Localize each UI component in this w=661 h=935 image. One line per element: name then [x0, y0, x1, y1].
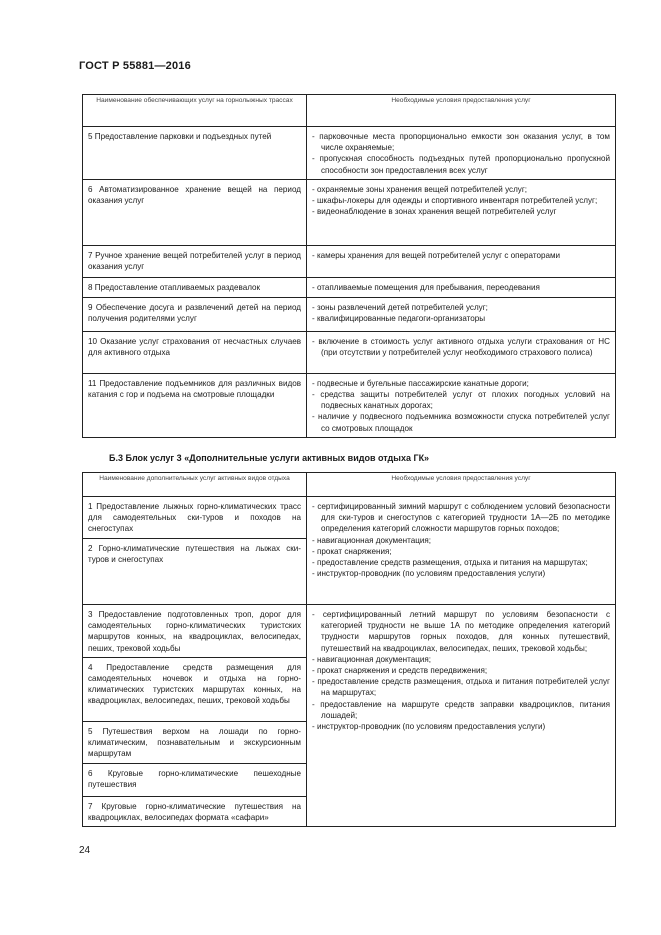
table-row: [83, 605, 616, 658]
condition-item: - предоставление на маршруте средств заправки квадроциклов, питания лошадей;: [312, 699, 610, 720]
service-cell: 3 Предоставление подготовленных троп, дорог для самодеятельных горно-климатических туристских маршрутов конных, на квадроциклах, велосипедах, пеших, трековой ходьбы: [83, 605, 307, 658]
condition-item: - инструктор-проводник (по условиям предоставления услуги): [312, 722, 546, 732]
service-cell: 2 Горно-климатические путешествия на лыжах ски-туров и снегоступах: [83, 539, 307, 605]
condition-item: - сертифицированный зимний маршрут с соблюдением условий безопасности для ски-туров и снегоступов с категорией трудности 1А—2Б по методике определения категорий сложности маршрутов горных походов;: [312, 502, 610, 534]
services-table-additional: [82, 472, 616, 827]
service-cell: 1 Предоставление лыжных горно-климатических трасс для самодеятельных ски-туров и походов на снегоступах: [83, 497, 307, 539]
conditions-cell: [307, 127, 616, 180]
table-row: [83, 331, 616, 373]
table-header-row: [83, 473, 616, 497]
service-cell: 8 Предоставление отапливаемых раздевалок: [83, 277, 307, 297]
column-header-services: Наименование обеспечивающих услуг на горнолыжных трассах: [83, 95, 307, 127]
condition-item: - камеры хранения для вещей потребителей услуг с операторами: [312, 250, 561, 260]
column-header-conditions: Необходимые условия предоставления услуг: [307, 95, 616, 127]
table-row: [83, 127, 616, 180]
conditions-cell: [307, 497, 616, 605]
document-header: ГОСТ Р 55881—2016: [79, 60, 191, 72]
column-header-conditions: Необходимые условия предоставления услуг: [307, 473, 616, 497]
condition-item: - сертифицированный летний маршрут по условиям безопасности с категорией трудности не выше 1А по методике определения категорий трудности маршрутов горных походов, для конных путешествий, путешествий на квадроциклах, велосипедах, пеших, трековой ходьбы;: [312, 610, 610, 653]
conditions-cell: [307, 179, 616, 245]
service-cell: 7 Ручное хранение вещей потребителей услуг в период оказания услуг: [83, 245, 307, 277]
service-cell: 7 Круговые горно-климатические путешествия на квадроциклах, велосипедах формата «сафари»: [83, 796, 307, 826]
condition-item: - подвесные и бугельные пассажирские канатные дороги;: [312, 378, 529, 388]
condition-item: - видеонаблюдение в зонах хранения вещей потребителей услуг: [312, 207, 557, 217]
condition-item: - средства защиты потребителей услуг от плохих погодных условий на подвесных канатных дорогах;: [312, 390, 610, 411]
condition-item: - инструктор-проводник (по условиям предоставления услуги): [312, 569, 546, 579]
table-row: [83, 179, 616, 245]
conditions-cell: [307, 277, 616, 297]
section-title: Б.3 Блок услуг 3 «Дополнительные услуги активных видов отдыха ГК»: [109, 453, 430, 463]
service-cell: 10 Оказание услуг страхования от несчастных случаев для активного отдыха: [83, 331, 307, 373]
condition-item: - квалифицированные педагоги-организаторы: [312, 314, 486, 324]
table-row: [83, 277, 616, 297]
table-row: [83, 497, 616, 539]
table-row: [83, 373, 616, 437]
condition-item: - предоставление средств размещения, отдыха и питания на маршрутах;: [312, 558, 588, 568]
page-number: 24: [79, 845, 91, 856]
condition-item: - парковочные места пропорционально емкости зон оказания услуг, в том числе охраняемые;: [312, 132, 610, 153]
service-cell: 5 Путешествия верхом на лошади по горно-климатическим, познавательным и экскурсионным маршрутам: [83, 721, 307, 763]
condition-item: - навигационная документация;: [312, 654, 431, 664]
condition-item: - пропускная способность подъездных путей пропорционально пропускной способности зон предоставления всех услуг: [312, 154, 610, 175]
condition-item: - предоставление средств размещения, отдыха и питания потребителей услуг на маршрутах;: [312, 677, 610, 698]
conditions-cell: [307, 605, 616, 827]
service-cell: 6 Круговые горно-климатические пешеходные путешествия: [83, 763, 307, 796]
condition-item: - прокат снаряжения;: [312, 546, 392, 556]
table-row: [83, 245, 616, 277]
table-header-row: [83, 95, 616, 127]
condition-item: - отапливаемые помещения для пребывания, переодевания: [312, 282, 540, 292]
service-cell: 11 Предоставление подъемников для различных видов катания с гор и подъема на смотровые площадки: [83, 373, 307, 437]
services-table-ski-slopes: [82, 94, 616, 438]
condition-item: - включение в стоимость услуг активного отдыха услуги страхования от НС (при отсутствии у потребителей услуг необходимого страхового полиса): [312, 336, 610, 358]
service-cell: 4 Предоставление средств размещения для самодеятельных ночевок и отдыха на горно-климатических туристских маршрутах конных, на квадроциклах, велосипедах, пеших, трековой ходьбы: [83, 657, 307, 721]
conditions-cell: [307, 373, 616, 437]
condition-item: - шкафы-локеры для одежды и спортивного инвентаря потребителей услуг;: [312, 196, 598, 206]
column-header-services: Наименование дополнительных услуг активных видов отдыха: [83, 473, 307, 497]
service-cell: 6 Автоматизированное хранение вещей на период оказания услуг: [83, 179, 307, 245]
condition-item: - охраняемые зоны хранения вещей потребителей услуг;: [312, 184, 528, 194]
condition-item: - прокат снаряжения и средств передвижения;: [312, 666, 488, 676]
conditions-cell: [307, 331, 616, 373]
condition-item: - навигационная документация;: [312, 535, 431, 545]
service-cell: 5 Предоставление парковки и подъездных путей: [83, 127, 307, 180]
condition-item: - зоны развлечений детей потребителей услуг;: [312, 302, 488, 312]
conditions-cell: [307, 297, 616, 331]
condition-item: - наличие у подвесного подъемника возможности спуска потребителей услуг со смотровых площадок: [312, 412, 610, 433]
table-row: [83, 297, 616, 331]
service-cell: 9 Обеспечение досуга и развлечений детей на период получения родителями услуг: [83, 297, 307, 331]
conditions-cell: [307, 245, 616, 277]
